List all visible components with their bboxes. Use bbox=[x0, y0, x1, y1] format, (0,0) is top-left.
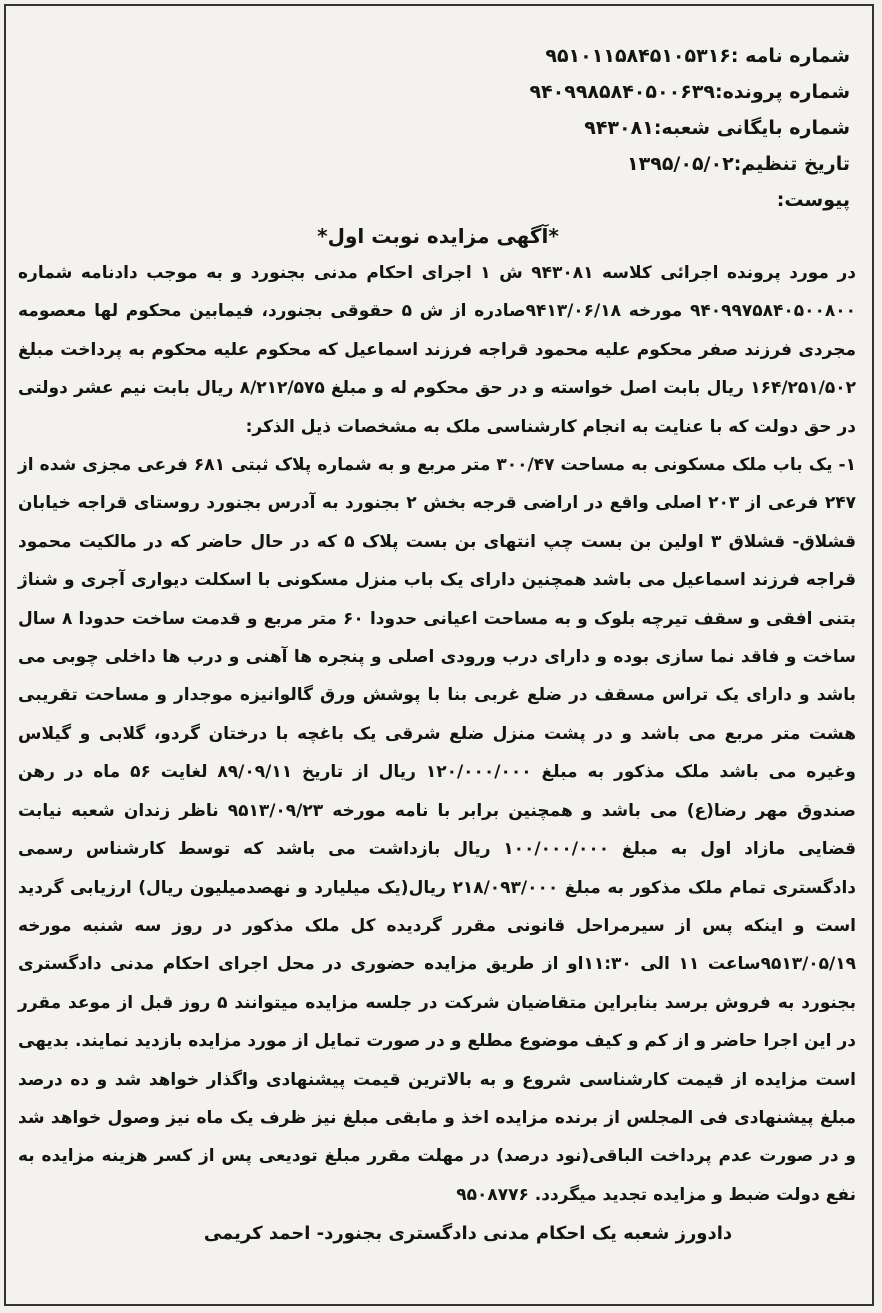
notice-content bbox=[16, 16, 860, 1294]
notice-meta bbox=[16, 38, 860, 218]
notice-page bbox=[4, 4, 874, 1306]
issue-date: تاریخ تنظیم:۱۳۹۵/۰۵/۰۲ bbox=[627, 153, 850, 175]
notice-body bbox=[16, 254, 860, 1214]
letter-number: شماره نامه :۹۵۱۰۱۱۵۸۴۵۱۰۵۳۱۶ bbox=[545, 45, 850, 67]
intro-paragraph: در مورد پرونده اجرائی کلاسه ۹۴۳۰۸۱ ش ۱ اجرای احکام مدنی بجنورد و به موجب دادنامه شماره ۹۴۰۹۹۷۵۸۴۰۵۰۰۸۰۰ مورخه ۹۴۱۳/۰۶/۱۸صادره از ش ۵ حقوقی بجنورد، فیمابین محکوم لها معصومه مجردی فرزند صفر محکوم علیه محمود قراجه فرزند اسماعیل که محکوم علیه محکوم به پرداخت مبلغ ۱۶۴/۲۵۱/۵۰۲ ریال بابت اصل خواسته و در حق محکوم له و مبلغ ۸/۲۱۲/۵۷۵ ریال بابت نیم عشر دولتی در حق دولت که با عنایت به انجام کارشناسی ملک به مشخصات ذیل الذکر: bbox=[18, 263, 857, 437]
case-number: شماره پرونده:۹۴۰۹۹۸۵۸۴۰۵۰۰۶۳۹ bbox=[529, 81, 850, 103]
notice-headline: *آگهی مزایده نوبت اول* bbox=[317, 224, 559, 248]
signature-line: دادورز شعبه یک احکام مدنی دادگستری بجنورد- احمد کریمی bbox=[203, 1223, 733, 1245]
property-paragraph: ۱- یک باب ملک مسکونی به مساحت ۳۰۰/۴۷ متر مربع و به شماره پلاک ثبتی ۶۸۱ فرعی مجزی شده از ۲۴۷ فرعی از ۲۰۳ اصلی واقع در اراضی قرجه بخش ۲ بجنورد به آدرس بجنورد روستای قراجه خیابان قشلاق- قشلاق ۳ اولین بن بست چپ انتهای بن بست پلاک ۵ که در حال حاضر که در مالکیت محمود قراجه فرزند اسماعیل می باشد همچنین دارای یک باب منزل مسکونی با اسکلت دیواری آجری و شناژ بتنی افقی و سقف تیرچه بلوک و به مساحت اعیانی حدودا ۶۰ متر مربع و قدمت ساخت حدودا ۸ سال ساخت و فاقد نما سازی بوده و دارای درب ورودی اصلی و پنجره ها آهنی و درب ها داخلی چوبی می باشد و دارای یک تراس مسقف در ضلع غربی بنا با پوشش ورق گالوانیزه موجدار و مساحت تقریبی هشت متر مربع می باشد و در پشت منزل ضلع شرقی یک باغچه با درختان گردو، گلابی و گیلاس وغیره می باشد ملک مذکور به مبلغ ۱۲۰/۰۰۰/۰۰۰ ریال از تاریخ ۸۹/۰۹/۱۱ لغایت ۵۶ ماه در رهن صندوق مهر رضا(ع) می باشد و همچنین برابر با نامه مورخه ۹۵۱۳/۰۹/۲۳ ناظر زندان شعبه نیابت قضایی مازاد اول به مبلغ ۱۰۰/۰۰۰/۰۰۰ ریال بازداشت می باشد که توسط کارشناس رسمی دادگستری تمام ملک مذکور به مبلغ ۲۱۸/۰۹۳/۰۰۰ ریال(یک میلیارد و نهصدمیلیون ریال) ارزیابی گردید است و اینکه پس از سیرمراحل قانونی مقرر گردیده کل ملک مذکور در روز سه شنبه مورخه ۹۵۱۳/۰۵/۱۹ساعت ۱۱ الی ۱۱:۳۰او از طریق مزایده حضوری در محل اجرای احکام مدنی دادگستری بجنورد به فروش برسد بنابراین متقاضیان شرکت در جلسه مزایده میتوانند ۵ روز قبل از موعد مقرر در این اجرا حاضر و از کم و کیف موضوع مطلع و در صورت تمایل از مورد مزایده بازدید نمایند. بدیهی است مزایده از قیمت کارشناسی شروع و به بالاترین قیمت پیشنهادی واگذار خواهد شد و ده درصد مبلغ پیشنهادی فی المجلس از برنده مزایده اخذ و مابقی مبلغ نیز ظرف یک ماه نیز وصول خواهد شد و در صورت عدم پرداخت الباقی(نود درصد) در مهلت مقرر مبلغ تودیعی پس از کسر هزینه مزایده به نفع دولت ضبط و مزایده تجدید میگردد. ۹۵۰۸۷۷۶ bbox=[18, 455, 857, 1205]
archive-number: شماره بایگانی شعبه:۹۴۳۰۸۱ bbox=[584, 117, 850, 139]
attachment-label: پیوست: bbox=[776, 189, 850, 211]
